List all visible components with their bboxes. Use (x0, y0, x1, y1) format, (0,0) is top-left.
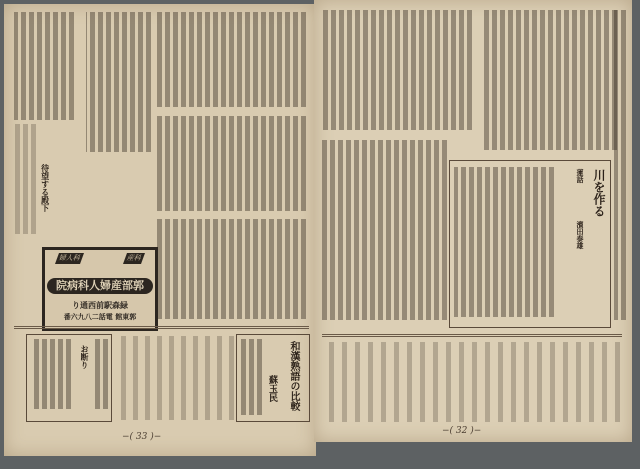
body-text (14, 12, 74, 120)
article-box (236, 334, 310, 422)
notice-box (26, 334, 112, 422)
article-title: 和漢熟語の比較 (288, 341, 299, 411)
article-author: 濱田泰雄 (576, 221, 585, 249)
article-box (449, 160, 611, 328)
body-text (156, 116, 306, 211)
notice-text (31, 339, 71, 409)
word-list (324, 342, 620, 422)
article-label: 蓮話 (576, 169, 585, 183)
divider (14, 326, 309, 329)
left-page (4, 4, 316, 456)
ad-phone: 番六九八二話電 館東郭 (63, 312, 137, 321)
notice-title: お断り (80, 345, 90, 369)
word-list (116, 336, 234, 420)
page-number: −( 32 )− (442, 426, 482, 436)
right-page (314, 0, 632, 442)
body-text (614, 10, 626, 320)
section-heading: 待望する殿下 (40, 164, 51, 212)
ad-address: り通西前駅森緑 (72, 300, 128, 310)
body-text (322, 140, 447, 320)
hospital-advertisement (42, 247, 158, 331)
body-text (156, 219, 306, 319)
article-text (240, 339, 262, 415)
article-title: 川を作る (592, 169, 606, 217)
ad-hospital-name: 院病科人婦産部郭 (47, 278, 153, 294)
page-number: −( 33 )− (122, 432, 162, 442)
ad-tag: 婦人科 (55, 253, 84, 264)
ad-tag: 産科 (123, 253, 145, 264)
body-text (156, 12, 306, 107)
body-text (14, 124, 36, 234)
notice-text (94, 339, 108, 409)
body-text (482, 10, 617, 150)
body-text (322, 10, 472, 130)
divider (322, 334, 622, 337)
body-text (86, 12, 151, 152)
article-text (454, 167, 554, 317)
article-author: 蘇玉民 (267, 375, 277, 402)
